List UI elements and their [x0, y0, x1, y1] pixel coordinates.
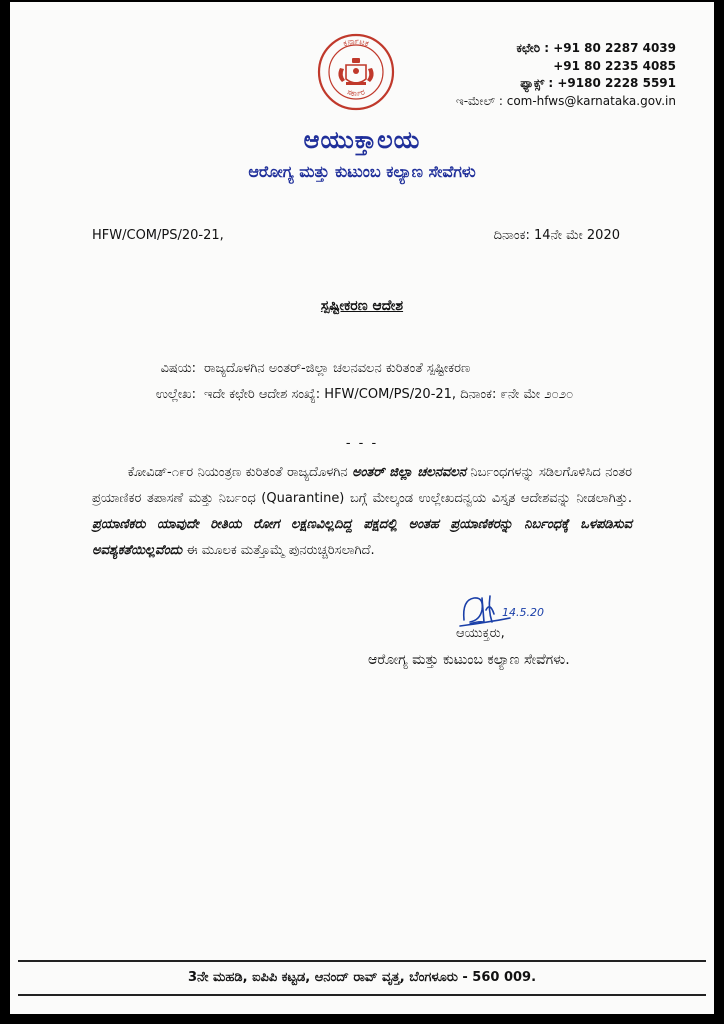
- reference-number: HFW/COM/PS/20-21,: [92, 228, 224, 243]
- reference-label: ಉಲ್ಲೇಖ:: [155, 387, 196, 402]
- office-subtitle: ಆರೋಗ್ಯ ಮತ್ತು ಕುಟುಂಬ ಕಲ್ಯಾಣ ಸೇವೆಗಳು: [248, 162, 476, 181]
- signature-date: 14.5.20: [502, 606, 544, 619]
- signer-title: ಆಯುಕ್ತರು,: [456, 626, 505, 641]
- contact-block: [456, 40, 676, 110]
- document-page: [10, 2, 714, 1014]
- body-paragraph: [92, 460, 632, 564]
- footer-address: 3ನೇ ಮಹಡಿ, ಐಪಿಪಿ ಕಟ್ಟಡ, ಆನಂದ್ ರಾವ್ ವೃತ್ತ, ಬೆಂಗಳೂರು - 560 009.: [187, 970, 537, 985]
- karnataka-emblem-icon: [316, 32, 396, 112]
- subject-row: [134, 356, 618, 382]
- body-part-2: ಅಂತರ್ ಜಿಲ್ಲಾ ಚಲನವಲನ: [352, 465, 466, 480]
- footer-divider: [18, 960, 706, 962]
- seal-bottom-text: ಸರ್ಕಾರ: [346, 87, 366, 98]
- subject-label: ವಿಷಯ:: [160, 361, 196, 376]
- subject-block: [134, 356, 618, 408]
- body-part-1: ಕೋವಿಡ್-೧೯ರ ನಿಯಂತ್ರಣ ಕುರಿತಂತೆ ರಾಜ್ಯದೊಳಗಿನ: [127, 465, 353, 480]
- signer-department: ಆರೋಗ್ಯ ಮತ್ತು ಕುಟುಂಬ ಕಲ್ಯಾಣ ಸೇವೆಗಳು.: [368, 652, 570, 668]
- separator: - - -: [345, 436, 379, 451]
- office-phone-2: +91 80 2235 4085: [553, 58, 676, 73]
- svg-text:ಸರ್ಕಾರ: [346, 87, 366, 97]
- subject-text: ರಾಜ್ಯದೊಳಗಿನ ಅಂತರ್-ಜಿಲ್ಲಾ ಚಲನವಲನ ಕುರಿತಂತೆ ಸ್ಪಷ್ಟೀಕರಣ: [204, 361, 471, 376]
- footer-divider-bottom: [18, 994, 706, 996]
- office-title: ಆಯುಕ್ತಾಲಯ: [303, 126, 421, 154]
- document-date: ದಿನಾಂಕ: 14ನೇ ಮೇ 2020: [493, 228, 620, 243]
- fax-number: ಫ್ಯಾಕ್ಸ್ : +9180 2228 5591: [520, 76, 676, 90]
- svg-text:ಕರ್ನಾಟಕ: [342, 37, 371, 49]
- body-part-4: ಪ್ರಯಾಣಿಕರು ಯಾವುದೇ ರೀತಿಯ ರೋಗ ಲಕ್ಷಣವಿಲ್ಲದಿದ್ದ ಪಕ್ಷದಲ್ಲಿ ಅಂತಹ ಪ್ರಯಾಣಿಕರನ್ನು ನಿರ್ಬಂಧಕ್ಕೆ ಒಳಪಡಿಸುವ ಅವಶ್ಯಕತೆಯಿಲ್ಲವೆಂದು: [92, 517, 632, 558]
- reference-row: [134, 382, 618, 408]
- body-part-3: ನಿರ್ಬಂಧಗಳನ್ನು ಸಡಿಲಗೊಳಿಸಿದ ನಂತರ ಪ್ರಯಾಣಿಕರ ತಪಾಸಣೆ ಮತ್ತು ನಿರ್ಬಂಧ (Quarantine) ಬಗ್ಗೆ ಮೇಲ್ಕಂಡ ಉಲ್ಲೇಖದನ್ವಯ ವಿಸ್ತೃತ ಆದೇಶವನ್ನು ನೀಡಲಾಗಿತ್ತು.: [92, 465, 633, 506]
- email-address: ಇ-ಮೇಲ್ : com-hfws@karnataka.gov.in: [455, 93, 676, 108]
- reference-text: ಇದೇ ಕಛೇರಿ ಆದೇಶ ಸಂಖ್ಯೆ: HFW/COM/PS/20-21, ದಿನಾಂಕ: ೯ನೇ ಮೇ ೨೦೨೦: [204, 387, 574, 402]
- order-heading: ಸ್ಪಷ್ಟೀಕರಣ ಆದೇಶ: [320, 298, 404, 314]
- office-phone: ಕಛೇರಿ : +91 80 2287 4039: [516, 41, 676, 55]
- seal-top-text: ಕರ್ನಾಟಕ: [341, 36, 371, 49]
- body-part-5: ಈ ಮೂಲಕ ಮತ್ತೊಮ್ಮೆ ಪುನರುಚ್ಚರಿಸಲಾಗಿದೆ.: [182, 543, 375, 558]
